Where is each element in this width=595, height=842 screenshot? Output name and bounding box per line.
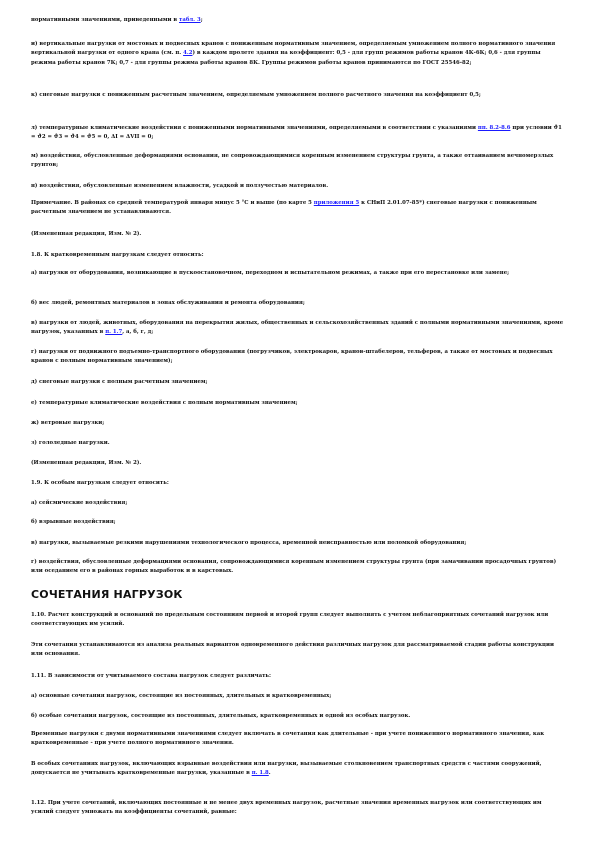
link-clause-1-8[interactable]: п. 1.8	[251, 770, 269, 777]
paragraph: б) особые сочетания нагрузок, состоящие из постоянных, длительных, кратковременных и одной из особых нагрузок.	[31, 713, 411, 719]
paragraph: и) вертикальные нагрузки от мостовых и подвесных кранов с пониженным нормативным значением, определяемым умножением полного нормативного значения вертикальной нагрузки от одного крана (см. п. 4.2) в каждом пролете здания на коэффициент: 0,5 - для групп режимов работы кранов 4К-6К; 0,6 - для группы режима работы кранов 7К; 0,7 - для группы режима работы кранов 8К. Группы режимов работы кранов принимаются по ГОСТ 25546-82;	[31, 41, 556, 66]
paragraph: а) сейсмические воздействия;	[31, 500, 128, 506]
link-clause-4-2[interactable]: 4.2	[183, 50, 193, 57]
section-heading: СОЧЕТАНИЯ НАГРУЗОК	[31, 588, 183, 601]
paragraph: в) нагрузки, вызываемые резкими нарушениями технологического процесса, временной неисправностью или поломкой оборудования;	[31, 540, 467, 546]
paragraph: е) температурные климатические воздействия с полным нормативным значением;	[31, 400, 298, 406]
paragraph: (Измененная редакция, Изм. № 2).	[31, 231, 142, 237]
paragraph: 1.12. При учете сочетаний, включающих постоянные и не менее двух временных нагрузок, расчетные значения временных нагрузок или соответствующих им усилий следует умножать на коэффициенты сочетаний, равные:	[31, 800, 542, 816]
paragraph: б) вес людей, ремонтных материалов в зонах обслуживания и ремонта оборудования;	[31, 300, 305, 306]
paragraph: нормативными значениями, приведенными в табл. 3;	[31, 17, 203, 23]
paragraph: г) воздействия, обусловленные деформациями основания, сопровождающимися коренным изменением структуры грунта (при замачивании просадочных грунтов) или оседанием его в районах горных выработок и в карстовых.	[31, 559, 557, 575]
paragraph: Временные нагрузки с двумя нормативными значениями следует включать в сочетания как длительные - при учете пониженного нормативного значения, как кратковременные - при учете полного нормативного значения.	[31, 731, 545, 747]
paragraph: 1.11. В зависимости от учитываемого состава нагрузок следует различать:	[31, 673, 272, 679]
paragraph: м) воздействия, обусловленные деформациями основания, не сопровождающимися коренным изменением структуры грунта, а также оттаиванием вечномерзлых грунтов;	[31, 153, 554, 169]
paragraph: а) нагрузки от оборудования, возникающие в пускоостановочном, переходном и испытательном режимах, а также при его перестановке или замене;	[31, 270, 510, 276]
paragraph: ж) ветровые нагрузки;	[31, 420, 105, 426]
paragraph: 1.10. Расчет конструкций и оснований по предельным состояниям первой и второй групп следует выполнять с учетом неблагоприятных сочетаний нагрузок или соответствующих им усилий.	[31, 612, 549, 628]
paragraph: 1.9. К особым нагрузкам следует относить:	[31, 480, 169, 486]
paragraph: н) воздействия, обусловленные изменением влажности, усадкой и ползучестью материалов.	[31, 183, 329, 189]
paragraph: 1.8. К кратковременным нагрузкам следует относить:	[31, 252, 204, 258]
link-clauses-8-2-8-6[interactable]: пп. 8.2-8.6	[477, 125, 511, 131]
paragraph: к) снеговые нагрузки с пониженным расчетным значением, определяемым умножением полного расчетного значения на коэффициент 0,5;	[31, 92, 481, 98]
paragraph: г) нагрузки от подвижного подъемно-транспортного оборудования (погрузчиков, электрокаров, кранов-штабелеров, тельферов, а также от мостовых и подвесных кранов с полным нормативным значением);	[31, 349, 553, 365]
paragraph: з) гололедные нагрузки.	[31, 440, 110, 446]
link-table-3[interactable]: табл. 3	[179, 17, 201, 23]
paragraph: л) температурные климатические воздействия с пониженными нормативными значениями, определяемыми в соответствии с указаниями пп. 8.2-8.6 при условии ϑ1 = ϑ2 = ϑ3 = ϑ4 = ϑ5 = 0, ΔI = ΔVII = 0;	[31, 125, 562, 141]
paragraph: (Измененная редакция, Изм. № 2).	[31, 460, 142, 466]
paragraph: Эти сочетания устанавливаются из анализа реальных вариантов одновременного действия различных нагрузок для рассматриваемой стадии работы конструкции или основания.	[31, 642, 554, 658]
paragraph: а) основные сочетания нагрузок, состоящие из постоянных, длительных и кратковременных;	[31, 693, 332, 699]
paragraph: В особых сочетаниях нагрузок, включающих взрывные воздействия или нагрузки, вызываемые столкновением транспортных средств с частями сооружений, допускается не учитывать кратковременные нагрузки, указанные в п. 1.8.	[31, 761, 542, 777]
paragraph: в) нагрузки от людей, животных, оборудования на перекрытия жилых, общественных и сельскохозяйственных зданий с полными нормативными значениями, кроме нагрузок, указанных в п. 1.7, а, б, г, д;	[31, 320, 564, 336]
paragraph: б) взрывные воздействия;	[31, 519, 116, 525]
link-clause-1-7[interactable]: п. 1.7	[105, 329, 123, 336]
link-appendix-5[interactable]: приложения 5	[313, 200, 360, 206]
paragraph: Примечание. В районах со средней температурой января минус 5 °С и выше (по карте 5 приложения 5 к СНиП 2.01.07-85*) снеговые нагрузки с пониженным расчетным значением не устанавливаются.	[31, 200, 537, 216]
paragraph: д) снеговые нагрузки с полным расчетным значением;	[31, 379, 208, 385]
